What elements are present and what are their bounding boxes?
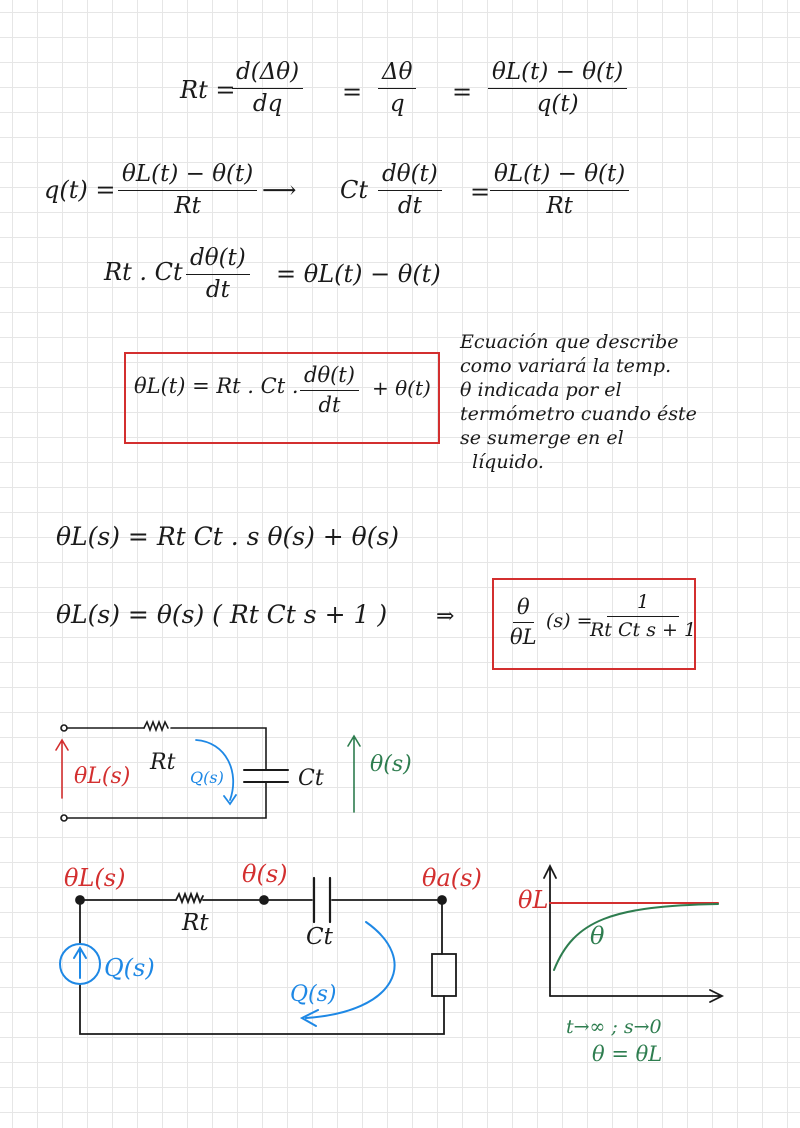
ode-deriv: $\frac{d\theta(t)}{dt}$ — [300, 364, 359, 417]
circuit1-capacitor — [244, 770, 288, 782]
plot-limit-result: θ = θL — [592, 1042, 663, 1066]
circuit1-output-label: θ(s) — [370, 752, 412, 777]
circuit1-resistor — [144, 722, 168, 730]
circuit2-load-resistor — [432, 954, 456, 996]
circuit2-capacitor-label: Ct — [306, 924, 333, 950]
ct-coef: Ct — [340, 176, 369, 204]
plot-curve-label: θ — [590, 922, 605, 950]
combined-lhs: Rt . Ct — [104, 258, 183, 286]
circuit2-node-2 — [260, 896, 268, 904]
circuit1-resistor-label: Rt — [150, 750, 176, 775]
circuit2-capacitor — [314, 878, 330, 922]
ode-rhs: + θ(t) — [372, 376, 431, 400]
combined-deriv: $\frac{d\theta(t)}{dt}$ — [186, 246, 250, 304]
circuit1-source-arrow — [56, 740, 68, 798]
laplace-equation-1: θL(s) = Rt Ct . s θ(s) + θ(s) — [56, 522, 400, 551]
circuit2-node2-label: θ(s) — [242, 860, 288, 888]
implies-arrow: ⇒ — [436, 604, 455, 629]
heat-rhs-frac: $\frac{\theta L(t) - \theta(t)}{Rt}$ — [490, 162, 629, 220]
plot-final-value-label: θL — [518, 886, 549, 914]
circuit2-resistor-label: Rt — [182, 910, 209, 936]
rt-frac-temps: $\frac{\theta L(t) - \theta(t)}{q(t)}$ — [488, 60, 627, 118]
rt-eq2: = — [452, 78, 473, 106]
combined-rhs: = θL(t) − θ(t) — [276, 260, 441, 288]
circuit2-wire-bottom — [80, 984, 444, 1034]
arrow-implies: ⟶ — [262, 176, 297, 204]
circuit2-source-label: Q(s) — [104, 954, 155, 982]
q-frac: $\frac{\theta L(t) - \theta(t)}{Rt}$ — [118, 162, 257, 220]
circuit1-terminal-bottom — [61, 815, 67, 821]
response-plot — [544, 866, 722, 1002]
plot-limit-text: t→∞ ; s→0 — [566, 1016, 662, 1038]
plot-x-axis — [550, 990, 722, 1002]
rt-frac-derivative: $\frac{d(\Delta\theta)}{dq}$ — [232, 60, 303, 118]
circuit2-node-3 — [438, 896, 446, 904]
ode-lhs: θL(t) = Rt . Ct . — [134, 374, 299, 398]
tf-arg: (s) = — [546, 610, 593, 632]
tf-lhs-frac: $\frac{\theta}{\theta L}$ — [510, 595, 537, 650]
circuit1-output-arrow — [348, 736, 360, 812]
circuit2-resistor — [176, 894, 203, 902]
dtheta-dt: $\frac{d\theta(t)}{dt}$ — [378, 162, 442, 220]
circuit2-source-arrow — [74, 948, 86, 978]
circuit2-node3-label: θa(s) — [422, 864, 482, 892]
rt-eq1: = — [342, 78, 363, 106]
circuit2-current-label: Q(s) — [290, 982, 337, 1007]
rt-frac-ratio: $\frac{\Delta\theta}{q}$ — [378, 60, 416, 118]
circuit1-terminal-top — [61, 725, 67, 731]
circuit2-node-1 — [76, 896, 84, 904]
side-note: Ecuación que describe como variará la temp. θ indicada por el termómetro cuando éste se sumerge en el líquido. — [460, 331, 697, 473]
circuit2-node1-label: θL(s) — [64, 864, 126, 892]
rt-lhs: Rt = — [180, 76, 236, 104]
laplace-equation-2: θL(s) = θ(s) ( Rt Ct s + 1 ) — [56, 600, 388, 629]
plot-response-curve — [554, 904, 718, 970]
heat-eq: = — [470, 178, 491, 206]
tf-rhs-frac: $\frac{1}{\text{Rt Ct s + 1}}$ — [590, 591, 697, 641]
circuit1-source-label: θL(s) — [74, 764, 131, 789]
circuit1-current-label: Q(s) — [190, 768, 224, 787]
circuit1-wire-top — [171, 728, 266, 770]
q-lhs: q(t) = — [44, 176, 116, 204]
circuit1-capacitor-label: Ct — [298, 766, 324, 791]
circuit2-wire-3 — [332, 900, 442, 954]
circuit2-current-source — [60, 944, 100, 984]
